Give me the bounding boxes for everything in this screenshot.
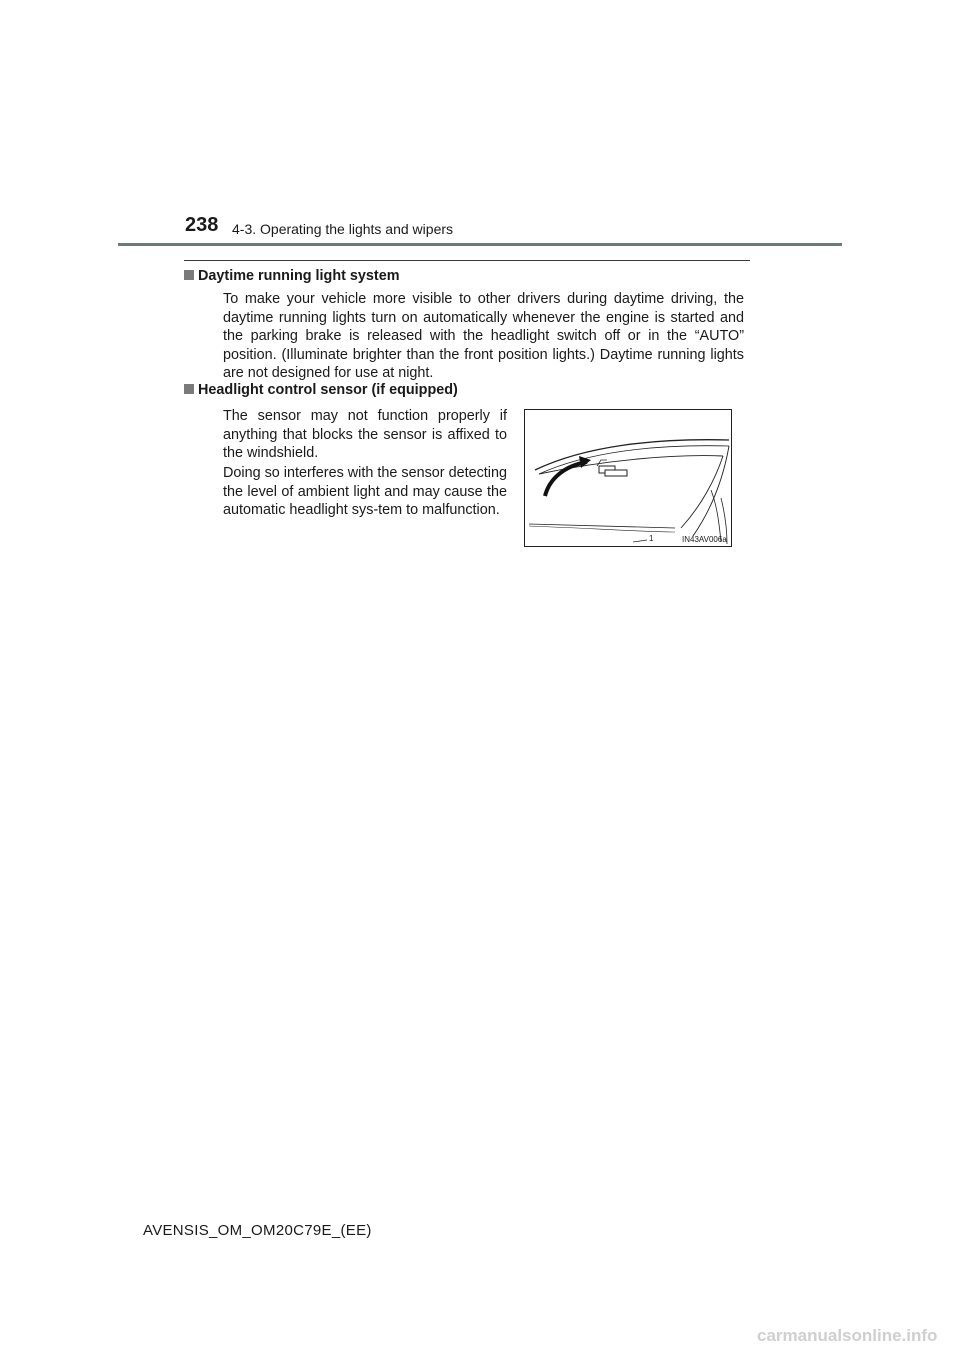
bullet-square-icon (184, 270, 194, 280)
headlight-sensor-para-1: The sensor may not function properly if anything that blocks the sensor is affixed to the windshield. (223, 408, 507, 462)
daytime-running-body: To make your vehicle more visible to other drivers during daytime driving, the daytime running lights turn on automatically whenever the engine is started and the parking brake is released with the headlight switch off or in the “AUTO” position. (Illuminate brighter than the front position lights.) Daytime running lights are not designed for use at night. (223, 291, 744, 382)
figure-code: IN43AV006a (682, 535, 727, 544)
heading-daytime-running (184, 267, 400, 285)
windshield-illustration (525, 410, 733, 548)
section-title: 4-3. Operating the lights and wipers (232, 221, 454, 237)
heading-daytime-running-text: Daytime running light system (198, 268, 400, 284)
section-divider (184, 260, 750, 261)
heading-headlight-sensor-text: Headlight control sensor (if equipped) (198, 382, 458, 398)
windshield-sensor-figure (524, 409, 732, 547)
heading-headlight-sensor (184, 381, 458, 399)
page-number: 238 (185, 214, 219, 236)
bullet-square-icon (184, 384, 194, 394)
svg-text:1: 1 (649, 534, 654, 543)
watermark: carmanualsonline.info (757, 1326, 938, 1345)
header-rule (118, 243, 842, 246)
footer-doc-code: AVENSIS_OM_OM20C79E_(EE) (143, 1222, 372, 1239)
headlight-sensor-para-2: Doing so interferes with the sensor detecting the level of ambient light and may cause the automatic headlight sys-tem to malfunction. (223, 465, 507, 519)
